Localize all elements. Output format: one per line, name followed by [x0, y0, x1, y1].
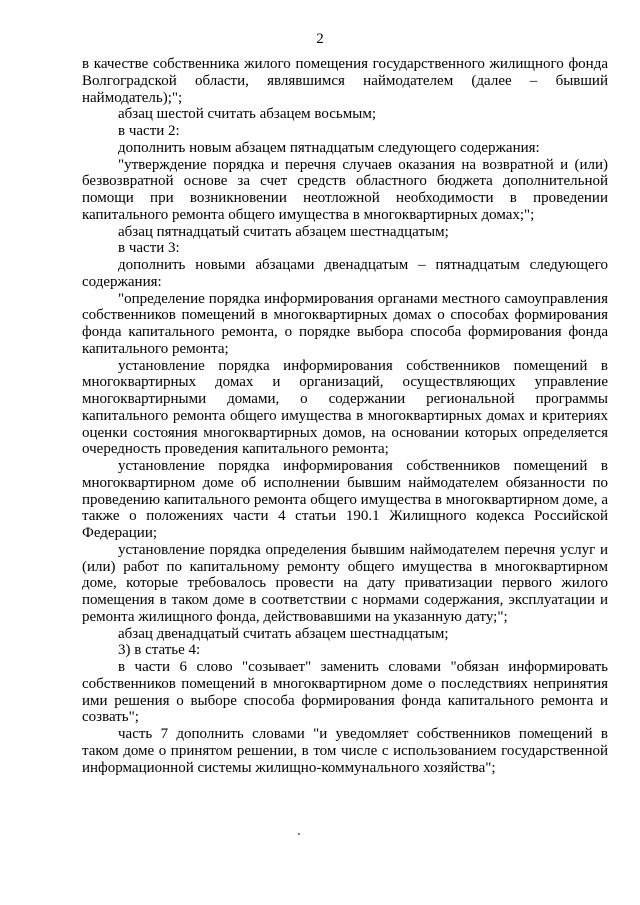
paragraph: в части 3:: [118, 240, 180, 257]
page-number: 2: [316, 31, 324, 47]
paragraph: дополнить новым абзацем пятнадцатым следующего содержания:: [118, 139, 540, 156]
paragraph: "утверждение порядка и перечня случаев оказания на возвратной и (или) безвозвратной основе за счет средств областного бюджета дополнительной помощи при возникновении неотложной необходимости в проведении капитального ремонта общего имущества в многоквартирных домах;";: [82, 156, 608, 223]
paragraph: в качестве собственника жилого помещения государственного жилищного фонда Волгоградской области, являвшимся наймодателем (далее – бывший наймодатель);";: [82, 56, 608, 106]
scan-speck: [298, 833, 300, 835]
paragraph: абзац шестой считать абзацем восьмым;: [118, 106, 376, 123]
paragraph: абзац двенадцатый считать абзацем шестнадцатым;: [118, 625, 449, 642]
document-body: [82, 56, 608, 776]
paragraph: в части 6 слово "созывает" заменить словами "обязан информировать собственников помещений в многоквартирном доме о последствиях непринятия ими решения о выборе способа формирования фонда капитального ремонта и созвать";: [82, 659, 608, 726]
paragraph: "определение порядка информирования органами местного самоуправления собственников помещений в многоквартирных домах о способах формирования фонда капитального ремонта, о порядке выбора способа формирования фонда капитального ремонта;: [82, 290, 608, 357]
paragraph: в части 2:: [118, 123, 180, 139]
paragraph: часть 7 дополнить словами "и уведомляет собственников помещений в таком доме о принятом решении, в том числе с использованием государственной информационной системы жилищно-коммунального хозяйства";: [82, 726, 608, 776]
paragraph: установление порядка информирования собственников помещений в многоквартирных домах и организаций, осуществляющих управление многоквартирными домами, о содержании региональной программы капитального ремонта общего имущества в многоквартирных домах и критериях оценки состояния многоквартирных домов, на основании которых определяется очередность проведения капитального ремонта;: [82, 357, 608, 458]
paragraph: установление порядка определения бывшим наймодателем перечня услуг и (или) работ по капитальному ремонту общего имущества в многоквартирном доме, которые требовалось провести на дату приватизации первого жилого помещения в таком доме в соответствии с нормами содержания, эксплуатации и ремонта жилищного фонда, действовавшими на указанную дату;";: [82, 541, 608, 625]
paragraph: установление порядка информирования собственников помещений в многоквартирном доме об исполнении бывшим наймодателем обязанности по проведению капитального ремонта общего имущества в многоквартирном доме, а также о положениях части 4 статьи 190.1 Жилищного кодекса Российской Федерации;: [82, 458, 608, 541]
paragraph: 3) в статье 4:: [118, 642, 201, 659]
paragraph: абзац пятнадцатый считать абзацем шестнадцатым;: [118, 223, 449, 240]
paragraph: дополнить новыми абзацами двенадцатым – пятнадцатым следующего содержания:: [82, 257, 608, 290]
